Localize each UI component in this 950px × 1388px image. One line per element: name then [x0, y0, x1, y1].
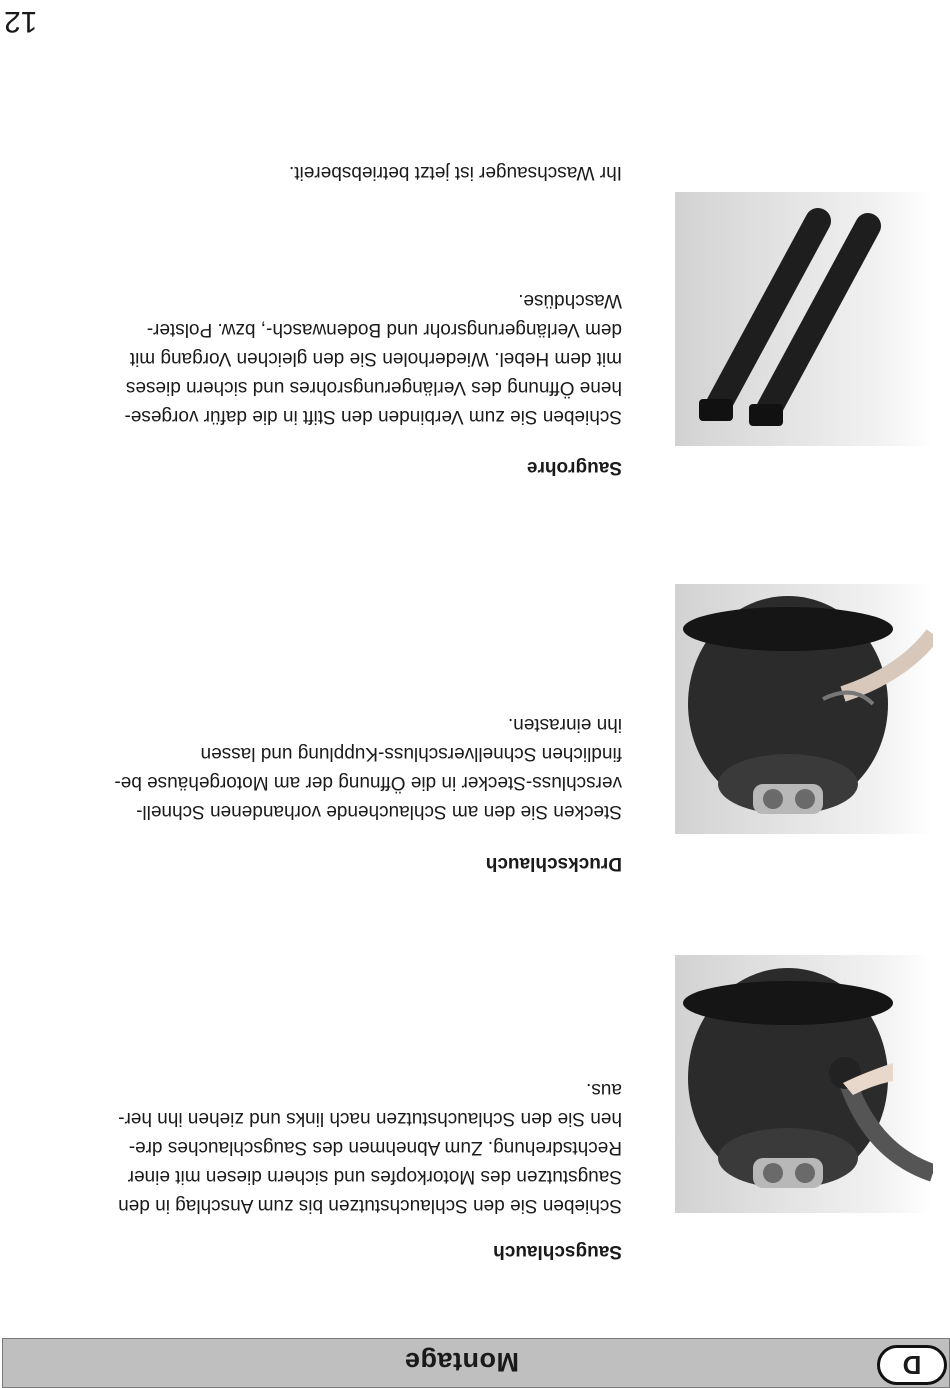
text-line: Waschdüse. — [518, 290, 622, 311]
text-line: aus. — [586, 1079, 622, 1100]
closing-text: Ihr Waschsauger ist jetzt betriebsbereit. — [289, 162, 622, 183]
paragraph-saugschlauch — [10, 1075, 622, 1220]
language-badge: D — [877, 1345, 947, 1385]
page-number: 12 — [4, 5, 38, 38]
heading-saugschlauch: Saugschlauch — [493, 1241, 622, 1262]
paragraph-druckschlauch — [10, 710, 622, 826]
text-line: dem Verlängerungsrohr und Bodenwasch-, bzw. Polster- — [146, 319, 622, 340]
photo-druckschlauch — [675, 584, 933, 834]
text-line: Schieben Sie zum Verbinden den Stift in die dafür vorgese- — [124, 406, 622, 427]
text-line: hen Sie den Schlauchstutzen nach links und ziehen ihn her- — [118, 1108, 622, 1129]
text-line: verschluss-Stecker in die Öffnung der am Motorgehäuse be- — [114, 772, 622, 793]
paragraph-saugrohre — [10, 286, 622, 431]
photo-saugrohre — [675, 192, 933, 446]
text-line: ihn einrasten. — [507, 714, 622, 735]
text-line: hene Öffnung des Verlängerungsrohres und sichern dieses — [125, 377, 622, 398]
heading-druckschlauch: Druckschlauch — [485, 853, 622, 874]
text-line: Stecken Sie den am Schlauchende vorhandenen Schnell- — [136, 801, 622, 822]
text-line: Saugstutzen des Motorkopfes und sichern diesen mit einer — [127, 1166, 622, 1187]
header-bar — [2, 1338, 950, 1388]
vacuum-hose-illustration — [675, 955, 933, 1213]
text-line: Schieben Sie den Schlauchstutzen bis zum Anschlag in den — [118, 1195, 622, 1216]
page-title: Montage — [404, 1347, 519, 1377]
suction-tubes-illustration — [675, 192, 933, 446]
photo-saugschlauch — [675, 955, 933, 1213]
text-line: mit dem Hebel. Wiederholen Sie den gleichen Vorgang mit — [129, 348, 622, 369]
heading-saugrohre: Saugrohre — [526, 457, 622, 478]
pressure-hose-illustration — [675, 584, 933, 834]
text-line: Rechtsdrehung. Zum Abnehmen des Saugschlauches dre- — [128, 1137, 622, 1158]
text-line: findlichen Schnellverschluss-Kupplung und lassen — [200, 743, 622, 764]
